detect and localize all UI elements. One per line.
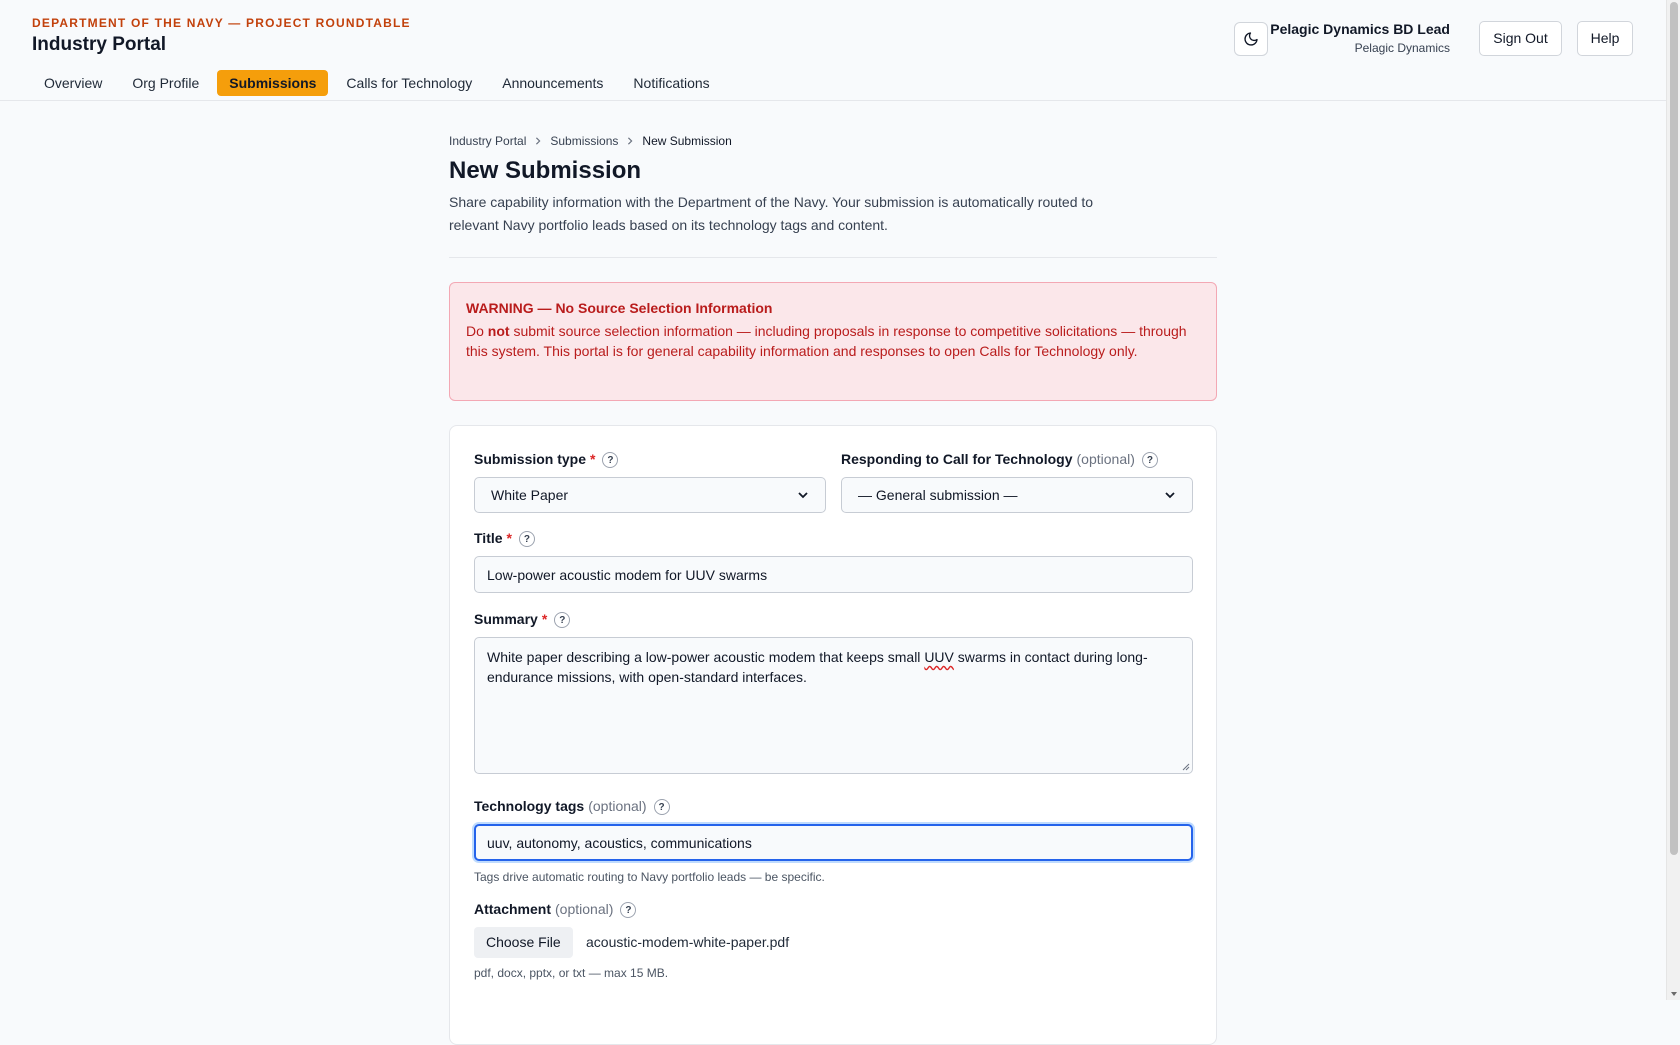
responding-to-label-text: Responding to Call for Technology <box>841 451 1073 467</box>
help-icon[interactable]: ? <box>554 612 570 628</box>
submission-type-label <box>474 451 618 467</box>
submission-form <box>449 425 1217 1045</box>
attachment-file-name: acoustic-modem-white-paper.pdf <box>586 934 790 950</box>
title-input-value: Low-power acoustic modem for UUV swarms <box>487 566 768 583</box>
breadcrumb-new-submission: New Submission <box>642 134 732 148</box>
help-icon[interactable]: ? <box>519 531 535 547</box>
attachment-hint: pdf, docx, pptx, or txt — max 15 MB. <box>474 966 669 980</box>
warning-banner <box>449 282 1217 401</box>
summary-label <box>474 611 570 627</box>
technology-tags-hint: Tags drive automatic routing to Navy portfolio leads — be specific. <box>474 870 825 884</box>
portal-title: Industry Portal <box>32 34 167 55</box>
attachment-label-text: Attachment <box>474 901 552 917</box>
warning-body <box>466 321 1200 361</box>
breadcrumb <box>449 134 732 148</box>
optional-tag: (optional) <box>555 901 614 917</box>
resize-handle-icon[interactable] <box>1181 762 1190 771</box>
tab-calls-for-technology[interactable]: Calls for Technology <box>346 75 473 91</box>
help-button[interactable]: Help <box>1577 21 1633 56</box>
user-name: Pelagic Dynamics BD Lead <box>1270 21 1450 37</box>
optional-tag: (optional) <box>588 798 647 814</box>
call-for-technology-value: — General submission — <box>858 487 1018 503</box>
chevron-right-icon <box>626 137 634 145</box>
top-header <box>0 0 1666 101</box>
title-label <box>474 530 535 546</box>
spellcheck-flagged-word: UUV <box>924 649 954 665</box>
required-mark: * <box>541 611 548 627</box>
breadcrumb-submissions[interactable]: Submissions <box>550 134 619 148</box>
page-scrollbar[interactable] <box>1666 0 1680 1000</box>
warning-body-prefix: Do <box>466 323 488 339</box>
attachment-label <box>474 901 636 917</box>
divider <box>449 257 1217 258</box>
required-mark: * <box>590 451 596 467</box>
warning-title: WARNING — No Source Selection Information <box>466 300 773 316</box>
submission-type-label-text: Submission type <box>474 451 587 467</box>
page-description: Share capability information with the Department of the Navy. Your submission is automatically routed to relevant Navy portfolio leads based on its technology tags and content. <box>449 194 1094 233</box>
moon-icon <box>1243 31 1259 47</box>
tab-announcements[interactable]: Announcements <box>502 75 604 91</box>
sign-out-button[interactable]: Sign Out <box>1479 21 1562 56</box>
help-icon[interactable]: ? <box>620 902 636 918</box>
theme-toggle-button[interactable] <box>1234 22 1268 56</box>
submission-type-value: White Paper <box>491 487 569 503</box>
optional-tag: (optional) <box>1076 451 1135 467</box>
tab-submissions[interactable]: Submissions <box>217 70 328 96</box>
required-mark: * <box>506 530 512 546</box>
help-icon[interactable]: ? <box>654 799 670 815</box>
user-org: Pelagic Dynamics <box>1354 41 1450 55</box>
chevron-down-icon <box>1164 489 1176 501</box>
scroll-down-arrow-icon[interactable] <box>1670 990 1678 998</box>
main-nav <box>32 70 722 96</box>
title-input[interactable] <box>474 556 1193 593</box>
chevron-down-icon <box>797 489 809 501</box>
submission-type-select[interactable] <box>474 477 826 513</box>
warning-body-suffix: submit source selection information — including proposals in response to competitive solicitations — through this system. This portal is for general capability information and responses to open Calls for Technology only. <box>466 323 1187 359</box>
technology-tags-label-text: Technology tags <box>474 798 585 814</box>
summary-text: White paper describing a low-power acoustic modem that keeps small <box>487 649 925 665</box>
call-for-technology-select[interactable] <box>841 477 1193 513</box>
summary-text-rest: swarms in contact during long-endurance missions, with open-standard interfaces. <box>487 649 1148 685</box>
warning-body-emphasis: not <box>487 323 510 339</box>
chevron-right-icon <box>534 137 542 145</box>
tab-overview[interactable]: Overview <box>44 75 103 91</box>
help-icon[interactable]: ? <box>602 452 618 468</box>
tab-org-profile[interactable]: Org Profile <box>132 75 200 91</box>
org-line: DEPARTMENT OF THE NAVY — PROJECT ROUNDTABLE <box>32 16 411 30</box>
summary-textarea[interactable] <box>474 637 1193 774</box>
technology-tags-value: uuv, autonomy, acoustics, communications <box>487 834 752 851</box>
tab-notifications[interactable]: Notifications <box>633 75 710 91</box>
technology-tags-label <box>474 798 670 814</box>
scrollbar-thumb[interactable] <box>1670 2 1678 855</box>
technology-tags-input[interactable] <box>474 824 1193 861</box>
page-title: New Submission <box>449 157 642 184</box>
summary-label-text: Summary <box>474 611 538 627</box>
choose-file-button[interactable]: Choose File <box>474 927 573 958</box>
help-icon[interactable]: ? <box>1142 452 1158 468</box>
responding-to-label <box>841 451 1158 467</box>
title-label-text: Title <box>474 530 503 546</box>
breadcrumb-industry-portal[interactable]: Industry Portal <box>449 134 527 148</box>
